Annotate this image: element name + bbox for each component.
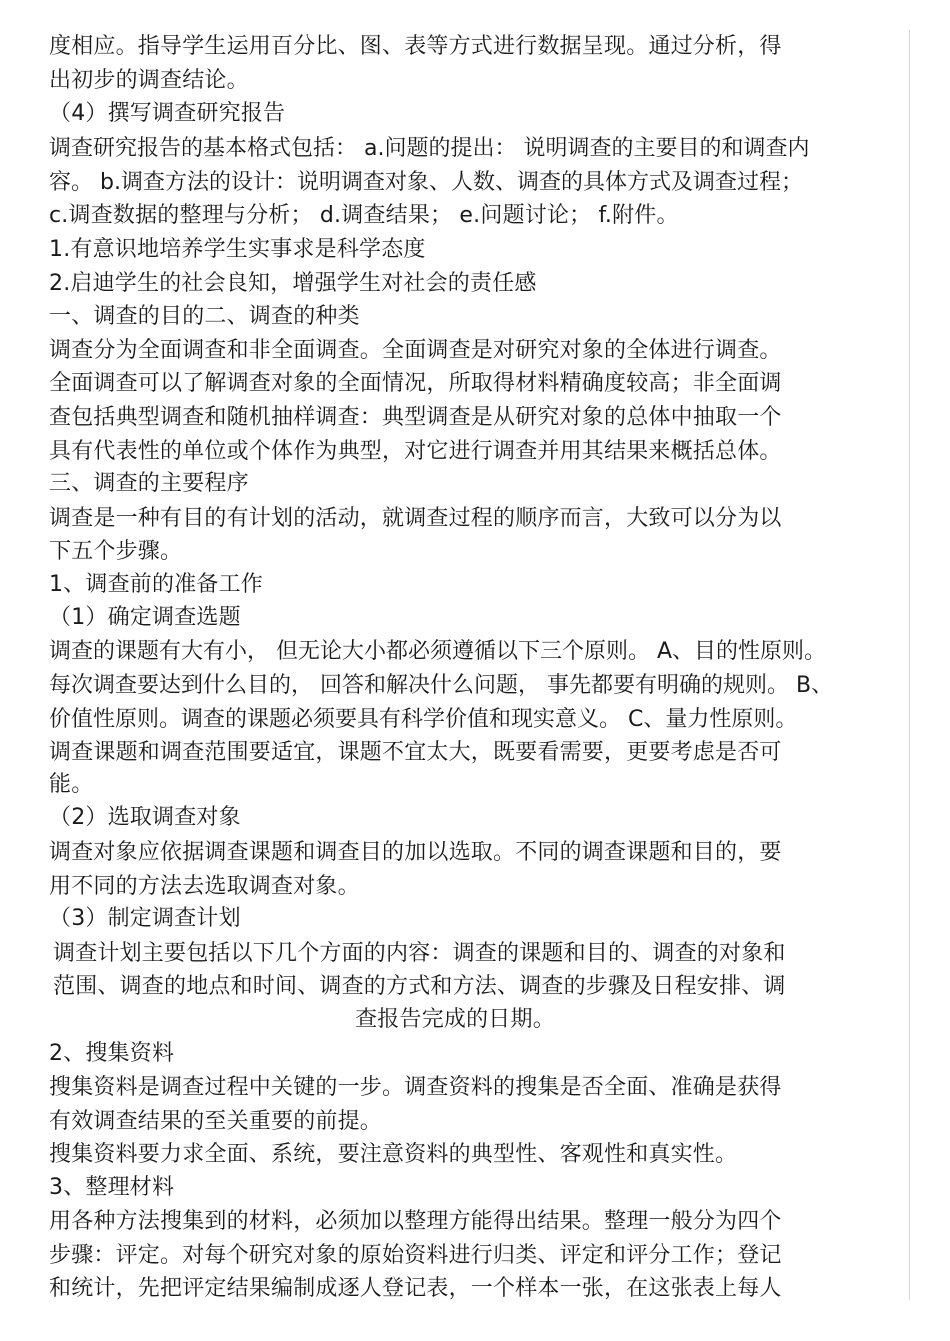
- text-line: 价值性原则。调查的课题必须要具有科学价值和现实意义。 C、量力性原则。: [49, 707, 798, 732]
- text-line: 下五个步骤。: [49, 539, 183, 564]
- text-line: 查包括典型调查和随机抽样调查：典型调查是从研究对象的总体中抽取一个: [49, 405, 782, 430]
- text-line: 和统计，先把评定结果编制成逐人登记表，一个样本一张，在这张表上每人: [49, 1276, 782, 1301]
- text-line: 搜集资料要力求全面、系统，要注意资料的典型性、客观性和真实性。: [49, 1142, 738, 1167]
- text-line: 调查对象应依据调查课题和调查目的加以选取。不同的调查课题和目的，要: [49, 840, 782, 865]
- text-line: 出初步的调查结论。: [49, 68, 249, 93]
- section-heading: 三、调查的主要程序: [49, 471, 249, 496]
- section-heading: （4）撰写调查研究报告: [49, 101, 286, 126]
- text-line: 有效调查结果的至关重要的前提。: [49, 1109, 383, 1134]
- section-heading: （3）制定调查计划: [49, 906, 241, 931]
- text-line: 调查研究报告的基本格式包括： a.问题的提出： 说明调查的主要目的和调查内: [49, 136, 810, 161]
- text-line: 搜集资料是调查过程中关键的一步。调查资料的搜集是否全面、准确是获得: [49, 1075, 782, 1100]
- section-heading: 1、调查前的准备工作: [49, 572, 263, 597]
- text-line: 容。 b.调查方法的设计：说明调查对象、人数、调查的具体方式及调查过程；: [49, 170, 803, 195]
- text-line: 范围、调查的地点和时间、调查的方式和方法、调查的步骤及日程安排、调: [53, 974, 786, 999]
- section-heading: 3、整理材料: [49, 1175, 175, 1200]
- text-line: 用不同的方法去选取调查对象。: [49, 874, 360, 899]
- text-line: 用各种方法搜集到的材料，必须加以整理方能得出结果。整理一般分为四个: [49, 1209, 782, 1234]
- text-line: 查报告完成的日期。: [355, 1007, 555, 1032]
- section-heading: （1）确定调查选题: [49, 605, 241, 630]
- text-line: 具有代表性的单位或个体作为典型，对它进行调查并用其结果来概括总体。: [49, 439, 782, 464]
- text-line: 每次调查要达到什么目的， 回答和解决什么问题， 事先都要有明确的规则。 B、: [49, 673, 834, 698]
- section-heading: （2）选取调查对象: [49, 805, 241, 830]
- text-line: 调查课题和调查范围要适宜，课题不宜太大，既要看需要，更要考虑是否可: [49, 740, 782, 765]
- text-line: 全面调查可以了解调查对象的全面情况，所取得材料精确度较高；非全面调: [49, 371, 782, 396]
- section-heading: 2、搜集资料: [49, 1041, 175, 1066]
- text-line: 步骤：评定。对每个研究对象的原始资料进行归类、评定和评分工作；登记: [49, 1243, 782, 1268]
- right-margin-rule: [909, 30, 910, 1300]
- text-line: 1.有意识地培养学生实事求是科学态度: [49, 237, 426, 262]
- text-line: 能。: [49, 772, 94, 797]
- section-heading: 一、调查的目的二、调查的种类: [49, 304, 360, 329]
- text-line: 调查是一种有目的有计划的活动，就调查过程的顺序而言，大致可以分为以: [49, 506, 782, 531]
- text-line: 2.启迪学生的社会良知，增强学生对社会的责任感: [49, 271, 537, 296]
- text-line: 调查计划主要包括以下几个方面的内容：调查的课题和目的、调查的对象和: [53, 941, 786, 966]
- text-line: 调查分为全面调查和非全面调查。全面调查是对研究对象的全体进行调查。: [49, 338, 782, 363]
- text-line: 调查的课题有大有小， 但无论大小都必须遵循以下三个原则。 A、目的性原则。: [49, 639, 827, 664]
- text-line: 度相应。指导学生运用百分比、图、表等方式进行数据呈现。通过分析，得: [49, 34, 782, 59]
- text-line: c.调查数据的整理与分析； d.调查结果； e.问题讨论； f.附件。: [49, 203, 679, 228]
